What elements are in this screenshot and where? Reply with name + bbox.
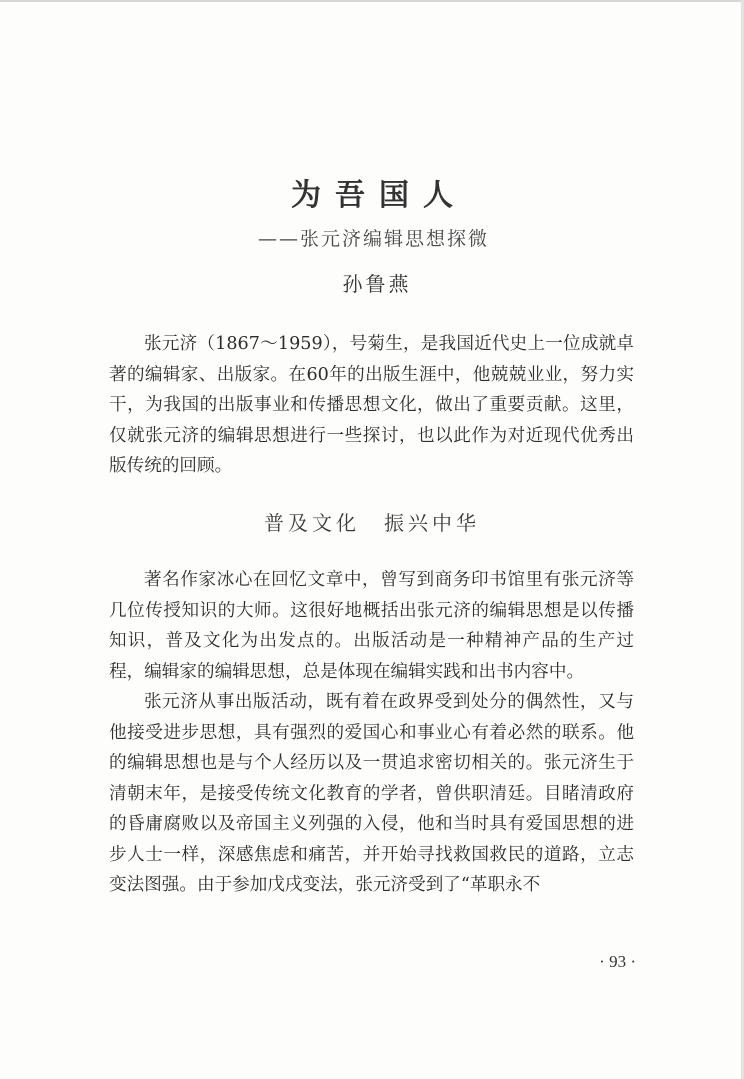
- section-heading: 普及文化 振兴中华: [264, 511, 480, 535]
- scan-edge-top: [0, 0, 744, 2]
- body-paragraph: 著名作家冰心在回忆文章中，曾写到商务印书馆里有张元济等几位传授知识的大师。这很好地概括出张元济的编辑思想是以传播知识，普及文化为出发点的。出版活动是一种精神产品的生产过程，编辑家的编辑思想，总是体现在编辑实践和出书内容中。: [109, 570, 634, 682]
- page-number: · 93 ·: [599, 952, 636, 971]
- article-author: 孙鲁燕: [342, 272, 412, 296]
- body-paragraph: 张元济从事出版活动，既有着在政界受到处分的偶然性，又与他接受进步思想，具有强烈的爱国心和事业心有着必然的联系。他的编辑思想也是与个人经历以及一贯追求密切相关的。张元济生于清朝末年，是接受传统文化教育的学者，曾供职清廷。目睹清政府的昏庸腐败以及帝国主义列强的入侵，他和当时具有爱国思想的进步人士一样，深感焦虑和痛苦，并开始寻找救国救民的道路，立志变法图强。由于参加戊戌变法，张元济受到了“革职永不: [109, 692, 634, 895]
- intro-paragraph: 张元济（1867～1959），号菊生，是我国近代史上一位成就卓著的编辑家、出版家。在60年的出版生涯中，他兢兢业业，努力实干，为我国的出版事业和传播思想文化，做出了重要贡献。这里，仅就张元济的编辑思想进行一些探讨，也以此作为对近现代优秀出版传统的回顾。: [109, 334, 634, 476]
- article-subtitle: ——张元济编辑思想探微: [258, 228, 490, 250]
- article-title: 为吾国人: [291, 178, 467, 213]
